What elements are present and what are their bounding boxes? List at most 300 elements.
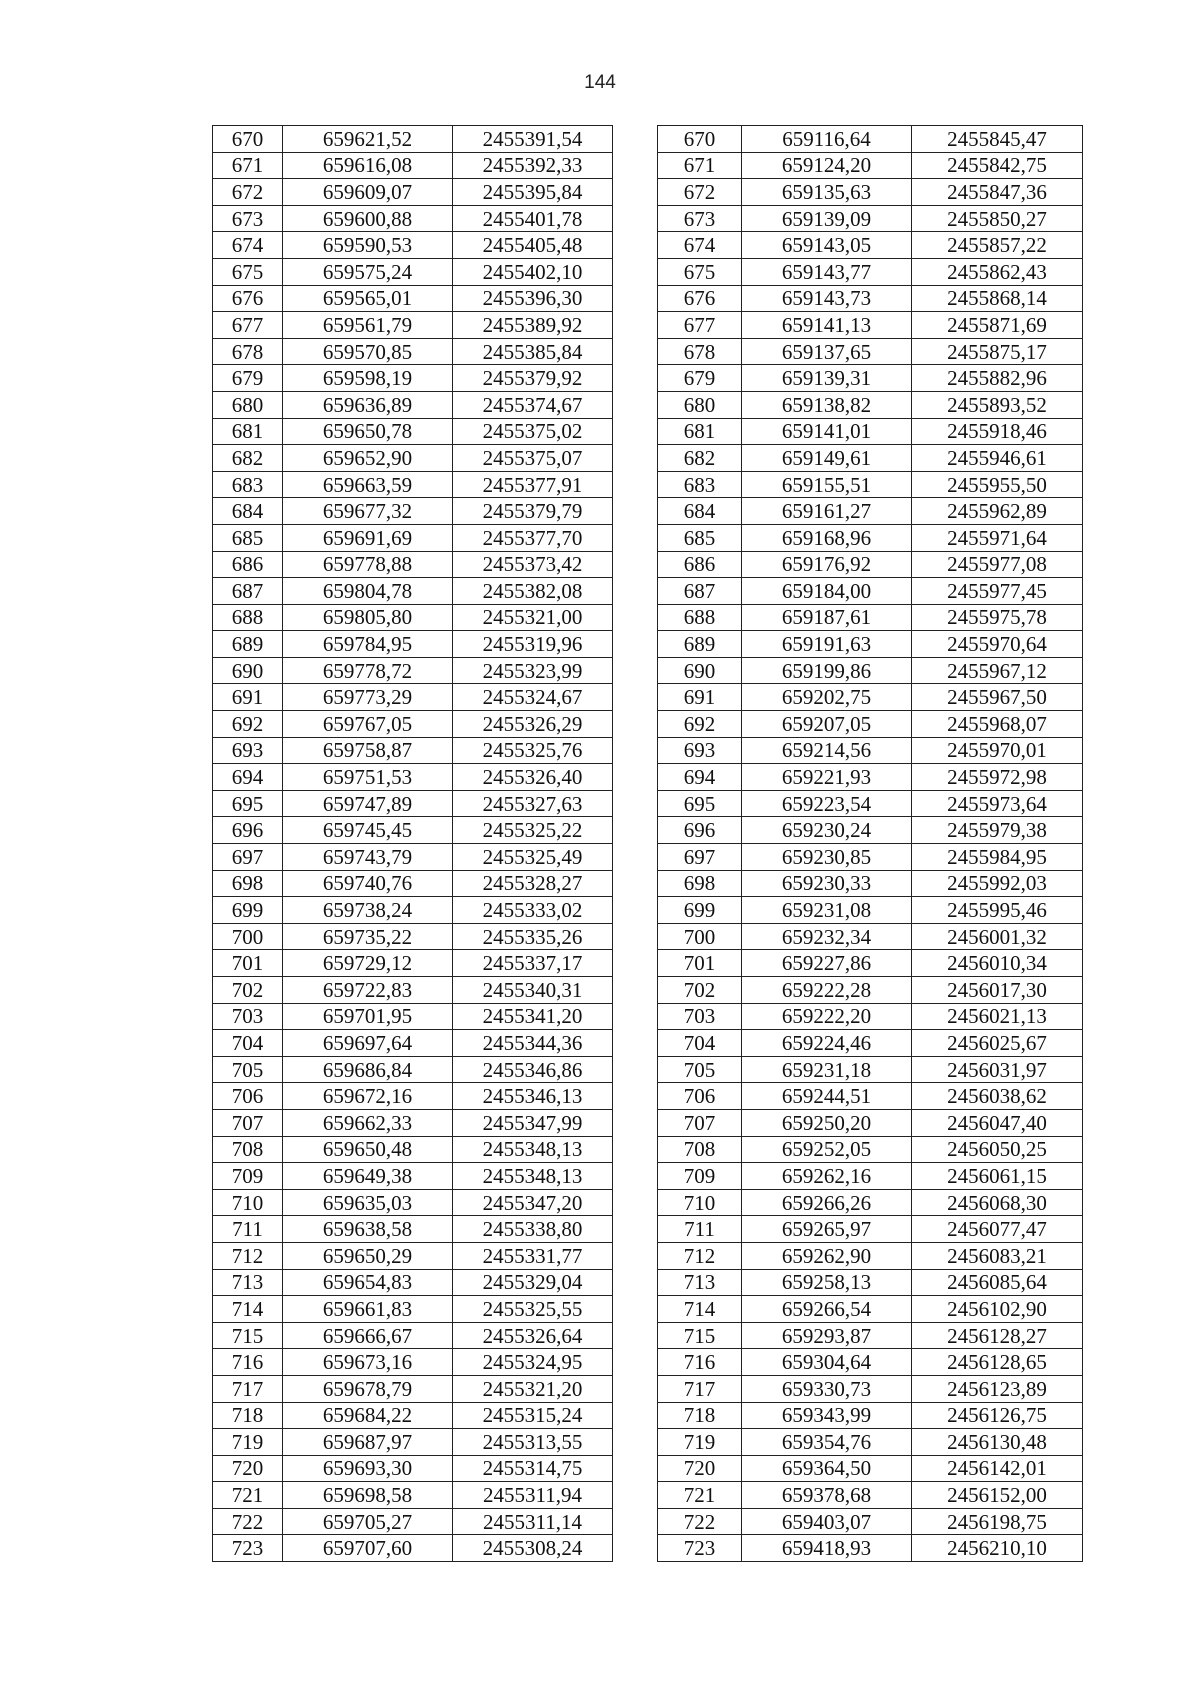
left-point-number-cell: 712 <box>213 1242 283 1269</box>
table-row <box>213 604 1083 631</box>
right-x-coordinate-cell: 659141,01 <box>742 418 912 445</box>
left-x-coordinate-cell: 659575,24 <box>283 258 453 285</box>
right-point-number-cell: 721 <box>658 1482 742 1509</box>
right-x-coordinate-cell: 659141,13 <box>742 312 912 339</box>
table-row <box>213 684 1083 711</box>
right-point-number-cell: 697 <box>658 844 742 871</box>
left-y-coordinate-cell: 2455348,13 <box>453 1163 613 1190</box>
left-y-coordinate-cell: 2455321,20 <box>453 1375 613 1402</box>
column-gap-cell <box>613 1056 658 1083</box>
table-row <box>213 764 1083 791</box>
left-y-coordinate-cell: 2455392,33 <box>453 152 613 179</box>
right-point-number-cell: 701 <box>658 950 742 977</box>
table-row <box>213 1269 1083 1296</box>
left-y-coordinate-cell: 2455347,20 <box>453 1189 613 1216</box>
left-y-coordinate-cell: 2455337,17 <box>453 950 613 977</box>
right-y-coordinate-cell: 2455973,64 <box>912 790 1083 817</box>
table-row <box>213 1030 1083 1057</box>
left-y-coordinate-cell: 2455396,30 <box>453 285 613 312</box>
left-point-number-cell: 671 <box>213 152 283 179</box>
right-point-number-cell: 706 <box>658 1083 742 1110</box>
left-point-number-cell: 670 <box>213 126 283 153</box>
right-x-coordinate-cell: 659224,46 <box>742 1030 912 1057</box>
right-point-number-cell: 696 <box>658 817 742 844</box>
column-gap-cell <box>613 205 658 232</box>
table-row <box>213 258 1083 285</box>
table-row <box>213 1216 1083 1243</box>
table-row <box>213 1375 1083 1402</box>
left-x-coordinate-cell: 659778,88 <box>283 551 453 578</box>
left-y-coordinate-cell: 2455321,00 <box>453 604 613 631</box>
left-y-coordinate-cell: 2455329,04 <box>453 1269 613 1296</box>
right-y-coordinate-cell: 2456068,30 <box>912 1189 1083 1216</box>
left-y-coordinate-cell: 2455315,24 <box>453 1402 613 1429</box>
column-gap-cell <box>613 1163 658 1190</box>
right-x-coordinate-cell: 659223,54 <box>742 790 912 817</box>
right-point-number-cell: 675 <box>658 258 742 285</box>
left-point-number-cell: 710 <box>213 1189 283 1216</box>
table-row <box>213 1322 1083 1349</box>
left-y-coordinate-cell: 2455389,92 <box>453 312 613 339</box>
right-x-coordinate-cell: 659231,08 <box>742 897 912 924</box>
column-gap-cell <box>613 418 658 445</box>
column-gap-cell <box>613 844 658 871</box>
left-x-coordinate-cell: 659697,64 <box>283 1030 453 1057</box>
column-gap-cell <box>613 471 658 498</box>
right-point-number-cell: 709 <box>658 1163 742 1190</box>
right-y-coordinate-cell: 2455967,50 <box>912 684 1083 711</box>
left-x-coordinate-cell: 659672,16 <box>283 1083 453 1110</box>
left-point-number-cell: 684 <box>213 498 283 525</box>
column-gap-cell <box>613 1003 658 1030</box>
left-y-coordinate-cell: 2455341,20 <box>453 1003 613 1030</box>
column-gap-cell <box>613 711 658 738</box>
table-row <box>213 498 1083 525</box>
column-gap-cell <box>613 152 658 179</box>
right-y-coordinate-cell: 2455918,46 <box>912 418 1083 445</box>
table-row <box>213 737 1083 764</box>
right-point-number-cell: 687 <box>658 578 742 605</box>
table-row <box>213 205 1083 232</box>
table-row <box>213 1508 1083 1535</box>
column-gap-cell <box>613 179 658 206</box>
left-y-coordinate-cell: 2455326,40 <box>453 764 613 791</box>
column-gap-cell <box>613 684 658 711</box>
left-point-number-cell: 722 <box>213 1508 283 1535</box>
left-x-coordinate-cell: 659698,58 <box>283 1482 453 1509</box>
right-x-coordinate-cell: 659378,68 <box>742 1482 912 1509</box>
right-y-coordinate-cell: 2456102,90 <box>912 1296 1083 1323</box>
left-point-number-cell: 702 <box>213 977 283 1004</box>
left-point-number-cell: 673 <box>213 205 283 232</box>
left-point-number-cell: 677 <box>213 312 283 339</box>
column-gap-cell <box>613 604 658 631</box>
left-y-coordinate-cell: 2455375,07 <box>453 445 613 472</box>
left-point-number-cell: 706 <box>213 1083 283 1110</box>
left-point-number-cell: 674 <box>213 232 283 259</box>
column-gap-cell <box>613 764 658 791</box>
right-point-number-cell: 720 <box>658 1455 742 1482</box>
left-x-coordinate-cell: 659677,32 <box>283 498 453 525</box>
left-x-coordinate-cell: 659687,97 <box>283 1429 453 1456</box>
column-gap-cell <box>613 578 658 605</box>
left-y-coordinate-cell: 2455382,08 <box>453 578 613 605</box>
right-x-coordinate-cell: 659139,09 <box>742 205 912 232</box>
column-gap-cell <box>613 1429 658 1456</box>
column-gap-cell <box>613 1030 658 1057</box>
right-y-coordinate-cell: 2456083,21 <box>912 1242 1083 1269</box>
right-x-coordinate-cell: 659149,61 <box>742 445 912 472</box>
table-row <box>213 1482 1083 1509</box>
right-x-coordinate-cell: 659330,73 <box>742 1375 912 1402</box>
left-y-coordinate-cell: 2455379,79 <box>453 498 613 525</box>
right-y-coordinate-cell: 2455882,96 <box>912 365 1083 392</box>
left-point-number-cell: 701 <box>213 950 283 977</box>
right-y-coordinate-cell: 2456010,34 <box>912 950 1083 977</box>
left-point-number-cell: 721 <box>213 1482 283 1509</box>
right-x-coordinate-cell: 659139,31 <box>742 365 912 392</box>
column-gap-cell <box>613 737 658 764</box>
left-point-number-cell: 707 <box>213 1109 283 1136</box>
table-row <box>213 312 1083 339</box>
right-x-coordinate-cell: 659184,00 <box>742 578 912 605</box>
right-x-coordinate-cell: 659343,99 <box>742 1402 912 1429</box>
left-y-coordinate-cell: 2455324,67 <box>453 684 613 711</box>
right-point-number-cell: 673 <box>658 205 742 232</box>
right-point-number-cell: 674 <box>658 232 742 259</box>
left-point-number-cell: 713 <box>213 1269 283 1296</box>
coordinates-table <box>212 125 1083 1562</box>
left-x-coordinate-cell: 659565,01 <box>283 285 453 312</box>
right-point-number-cell: 713 <box>658 1269 742 1296</box>
right-y-coordinate-cell: 2455955,50 <box>912 471 1083 498</box>
left-y-coordinate-cell: 2455385,84 <box>453 338 613 365</box>
left-y-coordinate-cell: 2455379,92 <box>453 365 613 392</box>
right-x-coordinate-cell: 659266,54 <box>742 1296 912 1323</box>
right-point-number-cell: 682 <box>658 445 742 472</box>
right-point-number-cell: 723 <box>658 1535 742 1562</box>
right-point-number-cell: 722 <box>658 1508 742 1535</box>
right-point-number-cell: 704 <box>658 1030 742 1057</box>
left-y-coordinate-cell: 2455314,75 <box>453 1455 613 1482</box>
right-y-coordinate-cell: 2456038,62 <box>912 1083 1083 1110</box>
right-point-number-cell: 692 <box>658 711 742 738</box>
right-point-number-cell: 676 <box>658 285 742 312</box>
right-y-coordinate-cell: 2455979,38 <box>912 817 1083 844</box>
right-y-coordinate-cell: 2456142,01 <box>912 1455 1083 1482</box>
table-row <box>213 338 1083 365</box>
right-x-coordinate-cell: 659252,05 <box>742 1136 912 1163</box>
right-y-coordinate-cell: 2456001,32 <box>912 923 1083 950</box>
left-point-number-cell: 685 <box>213 524 283 551</box>
left-x-coordinate-cell: 659693,30 <box>283 1455 453 1482</box>
table-row <box>213 418 1083 445</box>
left-x-coordinate-cell: 659590,53 <box>283 232 453 259</box>
left-y-coordinate-cell: 2455391,54 <box>453 126 613 153</box>
table-row <box>213 1136 1083 1163</box>
right-point-number-cell: 698 <box>658 870 742 897</box>
right-y-coordinate-cell: 2455992,03 <box>912 870 1083 897</box>
right-x-coordinate-cell: 659232,34 <box>742 923 912 950</box>
right-point-number-cell: 690 <box>658 657 742 684</box>
left-y-coordinate-cell: 2455344,36 <box>453 1030 613 1057</box>
right-x-coordinate-cell: 659137,65 <box>742 338 912 365</box>
right-x-coordinate-cell: 659176,92 <box>742 551 912 578</box>
right-x-coordinate-cell: 659191,63 <box>742 631 912 658</box>
left-x-coordinate-cell: 659751,53 <box>283 764 453 791</box>
table-row <box>213 524 1083 551</box>
left-x-coordinate-cell: 659673,16 <box>283 1349 453 1376</box>
left-x-coordinate-cell: 659609,07 <box>283 179 453 206</box>
page-number: 144 <box>584 72 616 93</box>
right-y-coordinate-cell: 2455871,69 <box>912 312 1083 339</box>
left-point-number-cell: 698 <box>213 870 283 897</box>
right-y-coordinate-cell: 2455847,36 <box>912 179 1083 206</box>
right-x-coordinate-cell: 659258,13 <box>742 1269 912 1296</box>
left-point-number-cell: 693 <box>213 737 283 764</box>
right-point-number-cell: 672 <box>658 179 742 206</box>
table-row <box>213 232 1083 259</box>
left-x-coordinate-cell: 659661,83 <box>283 1296 453 1323</box>
left-y-coordinate-cell: 2455346,86 <box>453 1056 613 1083</box>
left-x-coordinate-cell: 659784,95 <box>283 631 453 658</box>
left-point-number-cell: 716 <box>213 1349 283 1376</box>
right-point-number-cell: 686 <box>658 551 742 578</box>
table-row <box>213 578 1083 605</box>
right-y-coordinate-cell: 2455842,75 <box>912 152 1083 179</box>
table-row <box>213 870 1083 897</box>
left-point-number-cell: 711 <box>213 1216 283 1243</box>
column-gap-cell <box>613 657 658 684</box>
right-y-coordinate-cell: 2456085,64 <box>912 1269 1083 1296</box>
left-x-coordinate-cell: 659804,78 <box>283 578 453 605</box>
left-y-coordinate-cell: 2455347,99 <box>453 1109 613 1136</box>
right-point-number-cell: 694 <box>658 764 742 791</box>
left-y-coordinate-cell: 2455402,10 <box>453 258 613 285</box>
table-row <box>213 950 1083 977</box>
right-x-coordinate-cell: 659403,07 <box>742 1508 912 1535</box>
left-y-coordinate-cell: 2455405,48 <box>453 232 613 259</box>
column-gap-cell <box>613 258 658 285</box>
column-gap-cell <box>613 338 658 365</box>
table-row <box>213 790 1083 817</box>
right-y-coordinate-cell: 2455857,22 <box>912 232 1083 259</box>
table-row <box>213 179 1083 206</box>
right-y-coordinate-cell: 2455962,89 <box>912 498 1083 525</box>
left-x-coordinate-cell: 659678,79 <box>283 1375 453 1402</box>
right-y-coordinate-cell: 2455970,64 <box>912 631 1083 658</box>
left-x-coordinate-cell: 659616,08 <box>283 152 453 179</box>
right-x-coordinate-cell: 659354,76 <box>742 1429 912 1456</box>
left-y-coordinate-cell: 2455327,63 <box>453 790 613 817</box>
right-x-coordinate-cell: 659135,63 <box>742 179 912 206</box>
left-x-coordinate-cell: 659684,22 <box>283 1402 453 1429</box>
column-gap-cell <box>613 1242 658 1269</box>
column-gap-cell <box>613 1109 658 1136</box>
right-point-number-cell: 678 <box>658 338 742 365</box>
left-x-coordinate-cell: 659561,79 <box>283 312 453 339</box>
left-x-coordinate-cell: 659738,24 <box>283 897 453 924</box>
table-row <box>213 1535 1083 1562</box>
table-row <box>213 1003 1083 1030</box>
left-y-coordinate-cell: 2455325,55 <box>453 1296 613 1323</box>
left-x-coordinate-cell: 659767,05 <box>283 711 453 738</box>
left-point-number-cell: 705 <box>213 1056 283 1083</box>
left-y-coordinate-cell: 2455377,70 <box>453 524 613 551</box>
column-gap-cell <box>613 551 658 578</box>
right-point-number-cell: 710 <box>658 1189 742 1216</box>
table-row <box>213 711 1083 738</box>
table-row <box>213 1163 1083 1190</box>
left-y-coordinate-cell: 2455323,99 <box>453 657 613 684</box>
left-y-coordinate-cell: 2455319,96 <box>453 631 613 658</box>
table-row <box>213 152 1083 179</box>
left-x-coordinate-cell: 659570,85 <box>283 338 453 365</box>
right-y-coordinate-cell: 2456031,97 <box>912 1056 1083 1083</box>
left-point-number-cell: 687 <box>213 578 283 605</box>
column-gap-cell <box>613 870 658 897</box>
table-row <box>213 285 1083 312</box>
right-y-coordinate-cell: 2455875,17 <box>912 338 1083 365</box>
right-x-coordinate-cell: 659293,87 <box>742 1322 912 1349</box>
column-gap-cell <box>613 1136 658 1163</box>
left-y-coordinate-cell: 2455373,42 <box>453 551 613 578</box>
right-point-number-cell: 681 <box>658 418 742 445</box>
left-point-number-cell: 723 <box>213 1535 283 1562</box>
column-gap-cell <box>613 232 658 259</box>
right-x-coordinate-cell: 659262,16 <box>742 1163 912 1190</box>
column-gap-cell <box>613 1296 658 1323</box>
left-x-coordinate-cell: 659701,95 <box>283 1003 453 1030</box>
left-y-coordinate-cell: 2455326,64 <box>453 1322 613 1349</box>
right-y-coordinate-cell: 2455971,64 <box>912 524 1083 551</box>
table-row <box>213 391 1083 418</box>
right-y-coordinate-cell: 2456126,75 <box>912 1402 1083 1429</box>
left-y-coordinate-cell: 2455340,31 <box>453 977 613 1004</box>
left-x-coordinate-cell: 659729,12 <box>283 950 453 977</box>
right-point-number-cell: 684 <box>658 498 742 525</box>
left-y-coordinate-cell: 2455326,29 <box>453 711 613 738</box>
right-point-number-cell: 716 <box>658 1349 742 1376</box>
left-point-number-cell: 703 <box>213 1003 283 1030</box>
table-row <box>213 977 1083 1004</box>
right-point-number-cell: 705 <box>658 1056 742 1083</box>
left-point-number-cell: 696 <box>213 817 283 844</box>
right-y-coordinate-cell: 2455970,01 <box>912 737 1083 764</box>
column-gap-cell <box>613 977 658 1004</box>
right-y-coordinate-cell: 2456025,67 <box>912 1030 1083 1057</box>
left-x-coordinate-cell: 659707,60 <box>283 1535 453 1562</box>
right-point-number-cell: 707 <box>658 1109 742 1136</box>
right-x-coordinate-cell: 659168,96 <box>742 524 912 551</box>
right-point-number-cell: 708 <box>658 1136 742 1163</box>
left-y-coordinate-cell: 2455374,67 <box>453 391 613 418</box>
left-y-coordinate-cell: 2455377,91 <box>453 471 613 498</box>
right-x-coordinate-cell: 659155,51 <box>742 471 912 498</box>
right-y-coordinate-cell: 2456152,00 <box>912 1482 1083 1509</box>
left-x-coordinate-cell: 659722,83 <box>283 977 453 1004</box>
right-x-coordinate-cell: 659222,20 <box>742 1003 912 1030</box>
left-x-coordinate-cell: 659691,69 <box>283 524 453 551</box>
right-y-coordinate-cell: 2456061,15 <box>912 1163 1083 1190</box>
left-x-coordinate-cell: 659650,29 <box>283 1242 453 1269</box>
column-gap-cell <box>613 1216 658 1243</box>
left-y-coordinate-cell: 2455375,02 <box>453 418 613 445</box>
right-y-coordinate-cell: 2456130,48 <box>912 1429 1083 1456</box>
left-x-coordinate-cell: 659686,84 <box>283 1056 453 1083</box>
right-x-coordinate-cell: 659143,73 <box>742 285 912 312</box>
left-point-number-cell: 682 <box>213 445 283 472</box>
left-x-coordinate-cell: 659650,48 <box>283 1136 453 1163</box>
right-x-coordinate-cell: 659221,93 <box>742 764 912 791</box>
left-point-number-cell: 691 <box>213 684 283 711</box>
left-x-coordinate-cell: 659650,78 <box>283 418 453 445</box>
right-y-coordinate-cell: 2456128,27 <box>912 1322 1083 1349</box>
right-y-coordinate-cell: 2455946,61 <box>912 445 1083 472</box>
right-point-number-cell: 677 <box>658 312 742 339</box>
right-y-coordinate-cell: 2455977,45 <box>912 578 1083 605</box>
left-point-number-cell: 709 <box>213 1163 283 1190</box>
left-y-coordinate-cell: 2455333,02 <box>453 897 613 924</box>
right-x-coordinate-cell: 659199,86 <box>742 657 912 684</box>
right-x-coordinate-cell: 659161,27 <box>742 498 912 525</box>
left-x-coordinate-cell: 659758,87 <box>283 737 453 764</box>
left-x-coordinate-cell: 659745,45 <box>283 817 453 844</box>
left-y-coordinate-cell: 2455325,76 <box>453 737 613 764</box>
left-point-number-cell: 720 <box>213 1455 283 1482</box>
left-x-coordinate-cell: 659636,89 <box>283 391 453 418</box>
right-point-number-cell: 670 <box>658 126 742 153</box>
right-y-coordinate-cell: 2455845,47 <box>912 126 1083 153</box>
left-point-number-cell: 676 <box>213 285 283 312</box>
left-x-coordinate-cell: 659654,83 <box>283 1269 453 1296</box>
right-x-coordinate-cell: 659418,93 <box>742 1535 912 1562</box>
left-point-number-cell: 680 <box>213 391 283 418</box>
column-gap-cell <box>613 1269 658 1296</box>
left-x-coordinate-cell: 659778,72 <box>283 657 453 684</box>
right-x-coordinate-cell: 659143,77 <box>742 258 912 285</box>
left-point-number-cell: 688 <box>213 604 283 631</box>
right-point-number-cell: 715 <box>658 1322 742 1349</box>
table-row <box>213 126 1083 153</box>
column-gap-cell <box>613 817 658 844</box>
column-gap-cell <box>613 631 658 658</box>
column-gap-cell <box>613 1322 658 1349</box>
table-row <box>213 1083 1083 1110</box>
column-gap-cell <box>613 1455 658 1482</box>
right-y-coordinate-cell: 2456123,89 <box>912 1375 1083 1402</box>
table-row <box>213 1296 1083 1323</box>
right-x-coordinate-cell: 659187,61 <box>742 604 912 631</box>
right-y-coordinate-cell: 2455850,27 <box>912 205 1083 232</box>
left-point-number-cell: 697 <box>213 844 283 871</box>
column-gap-cell <box>613 1535 658 1562</box>
left-x-coordinate-cell: 659638,58 <box>283 1216 453 1243</box>
left-point-number-cell: 690 <box>213 657 283 684</box>
right-y-coordinate-cell: 2455995,46 <box>912 897 1083 924</box>
right-x-coordinate-cell: 659266,26 <box>742 1189 912 1216</box>
table-row <box>213 1455 1083 1482</box>
column-gap-cell <box>613 498 658 525</box>
right-x-coordinate-cell: 659124,20 <box>742 152 912 179</box>
column-gap-cell <box>613 285 658 312</box>
column-gap-cell <box>613 950 658 977</box>
right-y-coordinate-cell: 2456210,10 <box>912 1535 1083 1562</box>
right-y-coordinate-cell: 2456021,13 <box>912 1003 1083 1030</box>
right-x-coordinate-cell: 659207,05 <box>742 711 912 738</box>
left-y-coordinate-cell: 2455313,55 <box>453 1429 613 1456</box>
right-x-coordinate-cell: 659202,75 <box>742 684 912 711</box>
